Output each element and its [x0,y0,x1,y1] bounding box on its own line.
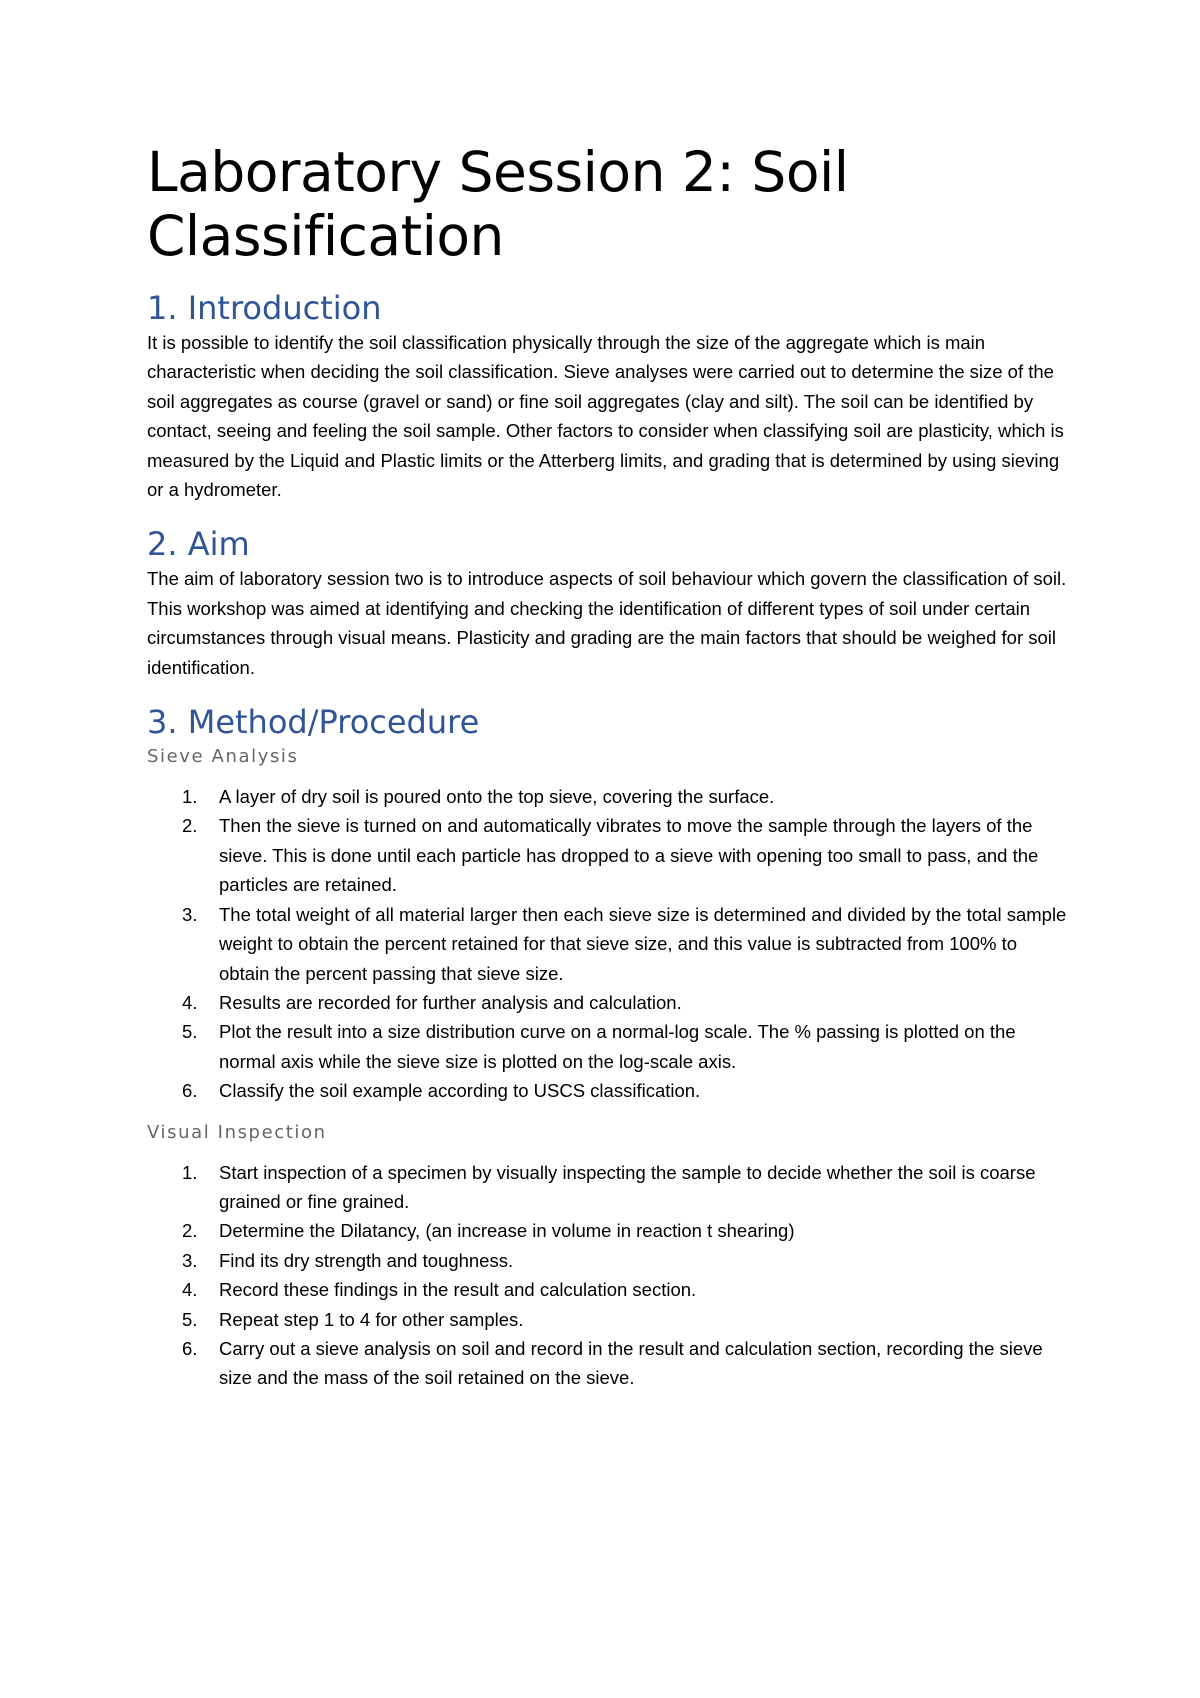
list-number: 2. [182,1220,198,1242]
list-item [147,1334,1067,1393]
heading-introduction: 1. Introduction [147,289,382,327]
list-item [147,811,1067,899]
list-number: 5. [182,1021,198,1043]
list-number: 4. [182,1279,198,1301]
list-number: 5. [182,1308,198,1330]
subheading-sieve-analysis: Sieve Analysis [147,746,299,768]
list-item [147,988,1067,1017]
list-item [147,1076,1067,1105]
list-text: Carry out a sieve analysis on soil and record in the result and calculation section, recording the sieve size and the mass of the soil retained on the sieve. [219,1337,1043,1389]
list-text: Start inspection of a specimen by visually inspecting the sample to decide whether the soil is coarse grained or fine grained. [219,1161,1036,1212]
heading-method: 3. Method/Procedure [147,703,480,742]
list-item [147,782,1067,811]
list-text: Plot the result into a size distribution curve on a normal-log scale. The % passing is plotted on the normal axis while the sieve size is plotted on the log-scale axis. [219,1021,1016,1072]
list-item [147,1275,1067,1304]
list-number: 4. [182,991,198,1013]
list-item [147,1216,1067,1245]
document-title: Laboratory Session 2: Soil Classification [147,140,849,268]
list-number: 3. [182,903,198,925]
list-text: Repeat step 1 to 4 for other samples. [219,1308,524,1330]
list-number: 6. [182,1080,198,1102]
list-text: The total weight of all material larger then each sieve size is determined and divided by the total sample weight to obtain the percent retained for that sieve size, and this value is subtracted from 100% to obtain the percent passing that sieve size. [219,903,1067,984]
paragraph-aim: The aim of laboratory session two is to introduce aspects of soil behaviour which govern the classification of soil. This workshop was aimed at identifying and checking the identification of different types of soil under certain circumstances through visual means. Plasticity and grading are the main factors that should be weighed for soil identification. [147,568,1067,678]
list-number: 1. [182,786,198,808]
list-item [147,900,1067,988]
list-text: Then the sieve is turned on and automatically vibrates to move the sample through the layers of the sieve. This is done until each particle has dropped to a sieve with opening too small to pass, and the particles are retained. [219,815,1039,896]
list-item [147,1017,1067,1076]
heading-aim: 2. Aim [147,525,250,564]
list-item [147,1305,1067,1334]
list-number: 3. [182,1249,198,1271]
subheading-visual-inspection: Visual Inspection [147,1121,327,1143]
list-text: A layer of dry soil is poured onto the top sieve, covering the surface. [219,786,775,808]
list-number: 1. [182,1161,198,1183]
list-number: 6. [182,1337,198,1359]
list-text: Record these findings in the result and calculation section. [219,1279,697,1301]
list-text: Determine the Dilatancy, (an increase in volume in reaction t shearing) [219,1220,795,1242]
list-text: Classify the soil example according to USCS classification. [219,1080,701,1102]
list-item [147,1158,1067,1217]
list-text: Find its dry strength and toughness. [219,1249,514,1271]
list-number: 2. [182,815,198,837]
paragraph-introduction: It is possible to identify the soil classification physically through the size of the aggregate which is main characteristic when deciding the soil classification. Sieve analyses were carried out to determine the size of the soil aggregates as course (gravel or sand) or fine soil aggregates (clay and silt). The soil can be identified by contact, seeing and feeling the soil sample. Other factors to consider when classifying soil are plasticity, which is measured by the Liquid and Plastic limits or the Atterberg limits, and grading that is determined by using sieving or a hydrometer. [147,332,1064,501]
visual-inspection-steps [147,1158,1067,1393]
sieve-analysis-steps [147,782,1067,1105]
list-item [147,1246,1067,1275]
document-page [147,140,1067,1393]
list-text: Results are recorded for further analysis and calculation. [219,991,682,1013]
